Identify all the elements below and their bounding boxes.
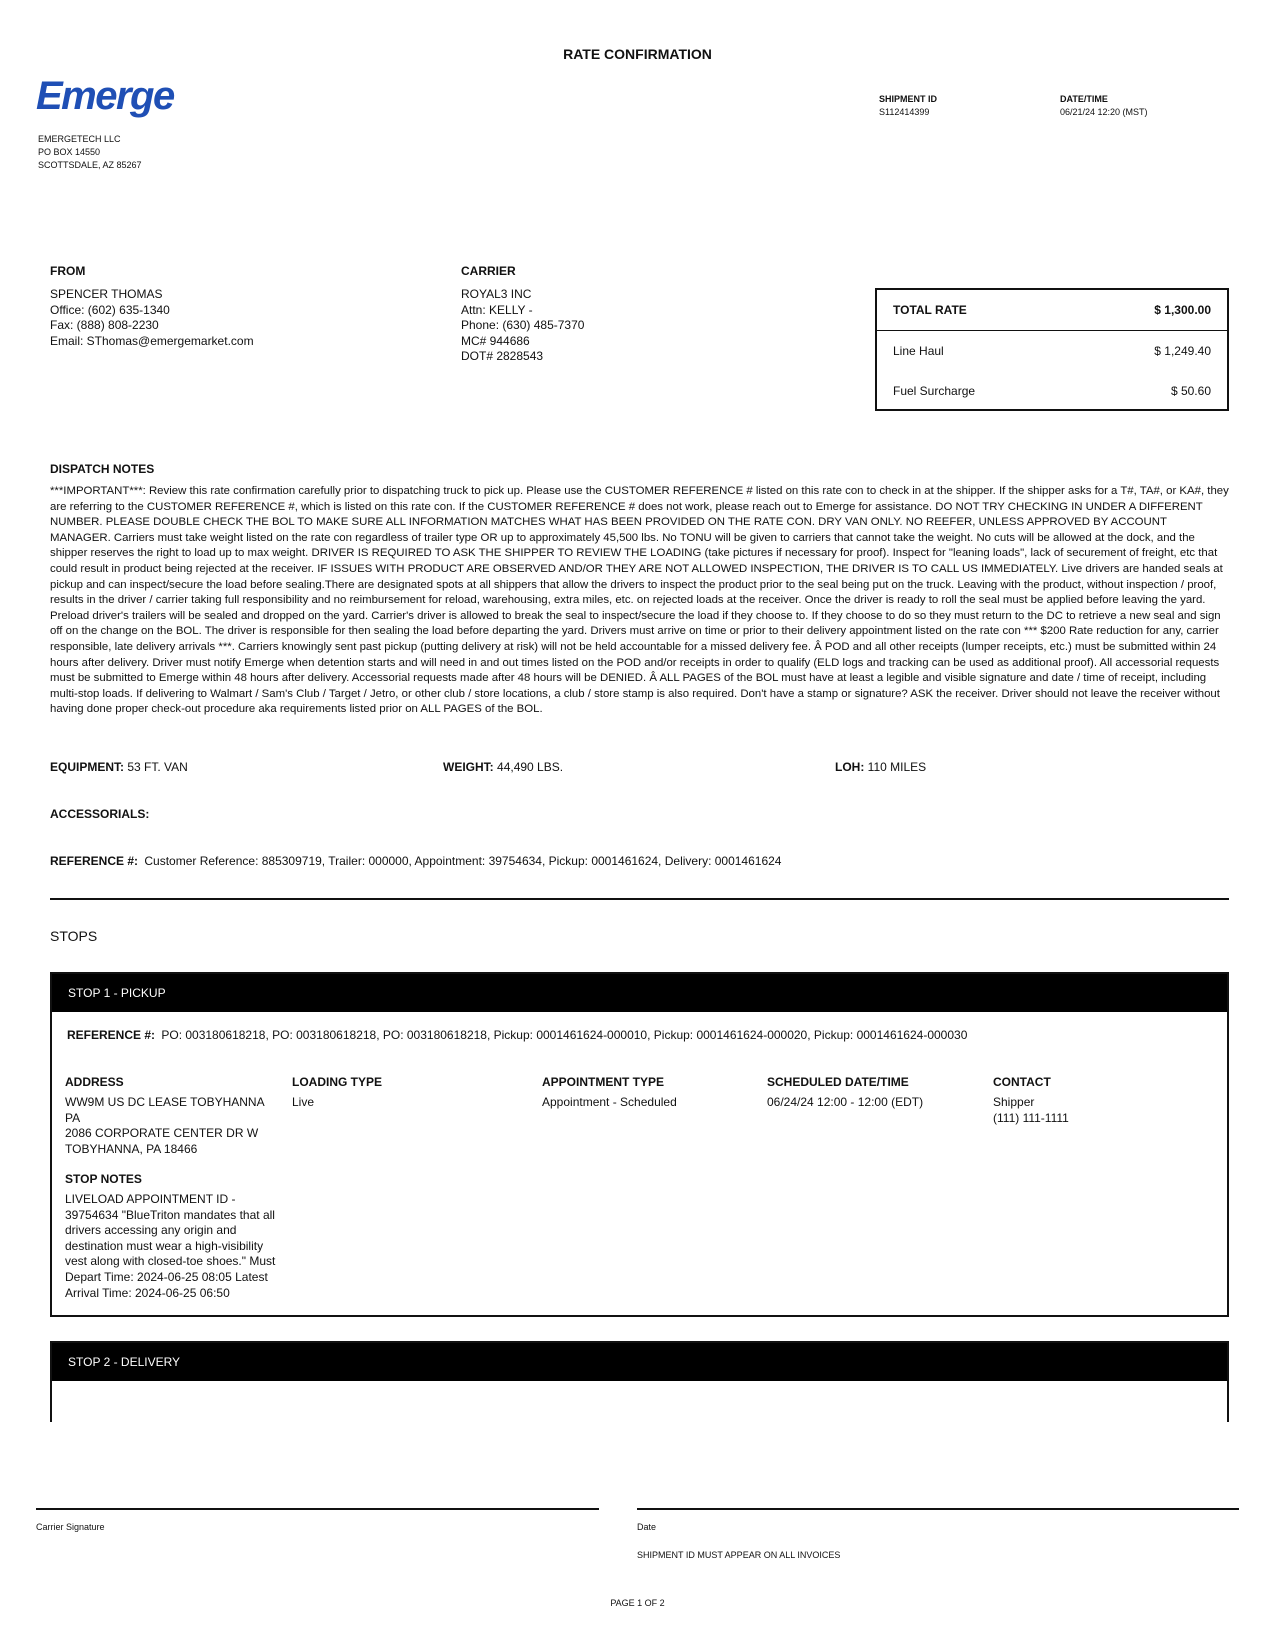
carrier-attn: Attn: KELLY - [461, 302, 533, 317]
accessorials-field [50, 807, 149, 821]
company-name: EMERGETECH LLC [38, 134, 121, 144]
from-details [50, 287, 254, 349]
equipment-value: 53 FT. VAN [127, 760, 188, 774]
stop-1-city: TOBYHANNA, PA 18466 [65, 1141, 198, 1156]
stop-1-notes-line: drivers accessing any origin and [65, 1223, 237, 1238]
stop-1-appointment [542, 1075, 677, 1111]
line-haul-label: Line Haul [893, 344, 944, 358]
invoice-note: SHIPMENT ID MUST APPEAR ON ALL INVOICES [637, 1550, 841, 1560]
reference-field [50, 854, 781, 868]
stop-1-contact-name: Shipper [993, 1095, 1035, 1109]
weight-field [443, 760, 563, 774]
document-title: RATE CONFIRMATION [563, 46, 712, 62]
stop-1-loading [292, 1075, 382, 1111]
reference-label: REFERENCE #: [50, 854, 139, 868]
shipment-id-value: S112414399 [879, 107, 930, 117]
from-fax: Fax: (888) 808-2230 [50, 318, 159, 332]
fuel-surcharge-label: Fuel Surcharge [893, 384, 976, 398]
shipment-id-block [879, 94, 937, 117]
weight-label: WEIGHT: [443, 760, 494, 774]
stops-heading: STOPS [50, 928, 98, 944]
shipment-id-label: SHIPMENT ID [879, 94, 938, 104]
stop-1-facility-state: PA [65, 1110, 81, 1125]
company-po-box: PO BOX 14550 [38, 147, 101, 157]
fuel-surcharge-row [877, 371, 1227, 411]
dispatch-notes-heading: DISPATCH NOTES [50, 462, 155, 476]
stop-1-appointment-value: Appointment - Scheduled [542, 1095, 677, 1109]
carrier-phone: Phone: (630) 485-7370 [461, 318, 585, 332]
stop-1-notes-text [65, 1192, 300, 1301]
section-divider [50, 898, 1229, 900]
stop-1-street: 2086 CORPORATE CENTER DR W [65, 1126, 259, 1141]
from-name: SPENCER THOMAS [50, 287, 163, 301]
stop-1-reference-label: REFERENCE #: [67, 1028, 156, 1042]
company-city: SCOTTSDALE, AZ 85267 [38, 160, 142, 170]
from-office: Office: (602) 635-1340 [50, 302, 170, 317]
stop-1-notes-line: vest along with closed-toe shoes." Must [65, 1254, 276, 1269]
weight-value: 44,490 LBS. [497, 760, 564, 774]
from-heading: FROM [50, 264, 86, 278]
from-section [50, 264, 254, 349]
page-number: PAGE 1 OF 2 [610, 1598, 665, 1608]
stop-1-scheduled-label: SCHEDULED DATE/TIME [767, 1075, 909, 1089]
stop-1-loading-label: LOADING TYPE [292, 1075, 383, 1089]
stop-1-notes-line: Arrival Time: 2024-06-25 06:50 [65, 1285, 230, 1300]
accessorials-label: ACCESSORIALS: [50, 807, 150, 821]
datetime-value: 06/21/24 12:20 (MST) [1060, 107, 1148, 117]
total-rate-value: $ 1,300.00 [1154, 303, 1211, 317]
stop-1-contact-lines [993, 1095, 1069, 1126]
equipment-label: EQUIPMENT: [50, 760, 125, 774]
carrier-details [461, 287, 584, 365]
stop-1-reference-value: PO: 003180618218, PO: 003180618218, PO: 003180618218, Pickup: 0001461624-000010, Pickup: 0001461624-000020, Pickup: 0001461624-000030 [161, 1028, 968, 1042]
equipment-field [50, 760, 188, 774]
stop-1-scheduled [767, 1075, 923, 1111]
stop-1-address-label: ADDRESS [65, 1075, 124, 1089]
stop-2-title: STOP 2 - DELIVERY [52, 1343, 1227, 1381]
stop-1-notes [65, 1172, 300, 1301]
dispatch-notes-text: ***IMPORTANT***: Review this rate confirmation carefully prior to dispatching truck to pick up. Please use the CUSTOMER REFERENCE # listed on this rate con to check in at the shipper. If the shipper asks for a T#, TA#, or KA#, they are referring to the CUSTOMER REFERENCE #, which is listed on this rate con. If the CUSTOMER REFERENCE # does not work, please reach out to Emerge for assistance. DO NOT TRY CHECKING IN UNDER A DIFFERENT NUMBER. PLEASE DOUBLE CHECK THE BOL TO MAKE SURE ALL INFORMATION MATCHES WHAT HAS BEEN PROVIDED ON THE RATE CON. DRY VAN ONLY. NO REEFER, UNLESS APPROVED BY ACCOUNT MANAGER. Carriers must take weight listed on the rate con regardless of trailer type OR up to approximately 45,500 lbs. No TONU will be given to carriers that cannot take the weight. No cuts will be allowed at the dock, and the shipper reserves the right to load up to max weight. DRIVER IS REQUIRED TO ASK THE SHIPPER TO REVIEW THE LOADING (take pictures if necessary for proof). Inspect for "leaning loads", lack of securement of freight, etc that could result in product being rejected at the receiver. IF ISSUES WITH PRODUCT ARE OBSERVED AND/OR THEY ARE NOT ALLOWED INSPECTION, THE DRIVER IS TO CALL US IMMEDIATELY. Live drivers are handed seals at pickup and can inspect/secure the load before sealing.There are designated spots at all shippers that allow the drivers to inspect the product prior to the seal being put on the truck. Leaving with the product, without inspection / proof, results in the driver / carrier taking full responsibility and no reimbursement for reload, warehousing, extra miles, etc. on rejected loads at the receiver. Once the driver is ready to roll the seal must be applied before leaving the yard. Preload driver's trailers will be sealed and dropped on the yard. Carrier's driver is allowed to break the seal to inspect/secure the load if they choose to. If they choose to do so they must return to the DC to retrieve a new seal and sign off on the change on the BOL. The driver is responsible for then sealing the load before departing the yard. Drivers must arrive on time or prior to their delivery appointment listed on the rate con *** $200 Rate reduction for any, carrier responsible, late delivery arrivals ***. Carriers knowingly sent past pickup (putting delivery at risk) will not be held accountable for a missed delivery fee. Â POD and all other receipts (lumper receipts, etc.) must be submitted within 24 hours after delivery. Driver must notify Emerge when detention starts and will need in and out times listed on the POD and/or receipts in order to qualify (ELD logs and tracking can be used as additional proof). All accessorial requests must be submitted to Emerge within 48 hours after delivery. Accessorial requests made after 48 hours will be DENIED. Â ALL PAGES of the BOL must have at least a legible and visible signature and date / time of receipt, including multi-stop loads. If delivering to Walmart / Sam's Club / Target / Jetro, or other club / store locations, a club / store stamp is also required. Don't have a stamp or signature? ASK the receiver. Driver should not leave the receiver without having done proper check-out procedure aka requirements listed prior on ALL PAGES of the BOL. [50, 485, 1229, 716]
stop-1-reference [67, 1028, 967, 1042]
carrier-name: ROYAL3 INC [461, 287, 532, 301]
datetime-label: DATE/TIME [1060, 94, 1108, 104]
stop-1-loading-value: Live [292, 1095, 315, 1109]
line-haul-row [877, 331, 1227, 371]
date-label: Date [637, 1522, 657, 1532]
stop-1-notes-line: Depart Time: 2024-06-25 08:05 Latest [65, 1269, 268, 1284]
total-rate-row [877, 290, 1227, 331]
stop-1-contact [993, 1075, 1069, 1126]
stop-1-notes-label: STOP NOTES [65, 1172, 142, 1186]
datetime-block [1060, 94, 1148, 117]
stop-1-address-lines [65, 1095, 285, 1157]
stop-1-facility-name: WW9M US DC LEASE TOBYHANNA [65, 1095, 265, 1109]
stop-1-scheduled-value: 06/24/24 12:00 - 12:00 (EDT) [767, 1095, 924, 1109]
company-address [38, 133, 142, 172]
reference-value: Customer Reference: 885309719, Trailer: 000000, Appointment: 39754634, Pickup: 0001461624, Delivery: 0001461624 [144, 854, 782, 868]
stop-1-appointment-label: APPOINTMENT TYPE [542, 1075, 665, 1089]
total-rate-label: TOTAL RATE [893, 303, 967, 317]
from-email: Email: SThomas@emergemarket.com [50, 333, 254, 348]
stop-1-contact-phone: (111) 111-1111 [993, 1110, 1069, 1125]
stop-1-card [50, 972, 1229, 1317]
carrier-mc: MC# 944686 [461, 333, 530, 348]
stop-1-notes-line: 39754634 "BlueTriton mandates that all [65, 1207, 275, 1222]
line-haul-value: $ 1,249.40 [1154, 344, 1211, 358]
carrier-section [461, 264, 584, 365]
loh-field [835, 760, 926, 774]
stop-1-notes-line: LIVELOAD APPOINTMENT ID - [65, 1192, 236, 1206]
carrier-dot: DOT# 2828543 [461, 349, 544, 363]
stop-1-contact-label: CONTACT [993, 1075, 1051, 1089]
stop-1-address [65, 1075, 285, 1157]
carrier-signature-label: Carrier Signature [36, 1522, 105, 1532]
emerge-logo: Emerge [36, 74, 174, 118]
carrier-signature-line [36, 1508, 599, 1510]
stop-2-card [50, 1341, 1229, 1422]
rate-box [875, 288, 1229, 411]
carrier-heading: CARRIER [461, 264, 516, 278]
loh-value: 110 MILES [867, 760, 927, 774]
stop-1-title: STOP 1 - PICKUP [52, 974, 1227, 1012]
date-line [637, 1508, 1239, 1510]
stop-1-notes-line: destination must wear a high-visibility [65, 1238, 264, 1253]
fuel-surcharge-value: $ 50.60 [1170, 384, 1211, 398]
loh-label: LOH: [835, 760, 865, 774]
